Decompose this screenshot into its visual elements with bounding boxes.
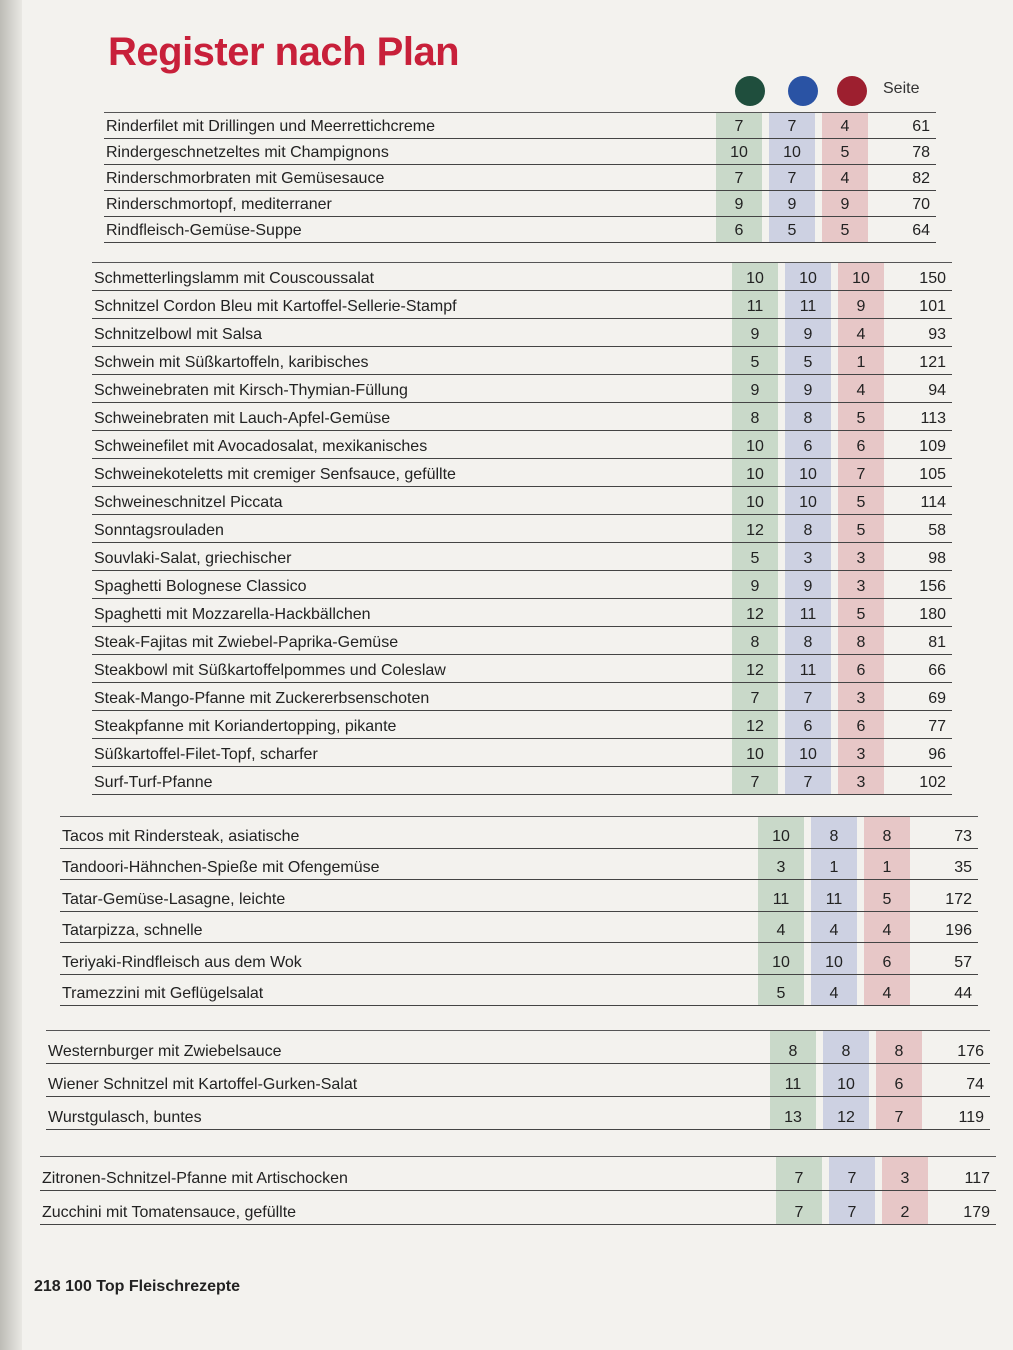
red-value: 4 bbox=[838, 319, 884, 346]
green-value: 10 bbox=[732, 739, 778, 766]
table-row bbox=[92, 375, 952, 403]
table-row bbox=[92, 263, 952, 291]
table-row bbox=[104, 217, 936, 243]
table-row bbox=[92, 683, 952, 711]
page-number: 61 bbox=[912, 118, 930, 135]
red-value: 1 bbox=[864, 849, 910, 880]
table-row bbox=[92, 403, 952, 431]
page-number: 74 bbox=[966, 1076, 984, 1093]
green-value: 10 bbox=[732, 459, 778, 486]
red-value: 6 bbox=[838, 655, 884, 682]
green-value: 9 bbox=[716, 191, 762, 216]
page-number: 109 bbox=[919, 438, 946, 455]
blue-value: 11 bbox=[785, 291, 831, 318]
recipe-name: Tatar-Gemüse-Lasagne, leichte bbox=[62, 890, 286, 908]
red-value: 10 bbox=[838, 263, 884, 290]
blue-value: 7 bbox=[829, 1191, 875, 1224]
table-row bbox=[92, 515, 952, 543]
recipe-name: Schweinebraten mit Kirsch-Thymian-Füllung bbox=[94, 382, 408, 399]
blue-value: 7 bbox=[829, 1157, 875, 1190]
table-row bbox=[46, 1064, 990, 1097]
red-value: 5 bbox=[822, 139, 868, 164]
table-row bbox=[104, 113, 936, 139]
table-row bbox=[60, 912, 978, 944]
recipe-name: Schweinekoteletts mit cremiger Senfsauce, gefüllte bbox=[94, 466, 456, 483]
blue-value: 8 bbox=[785, 515, 831, 542]
blue-value: 10 bbox=[811, 943, 857, 974]
green-value: 9 bbox=[732, 319, 778, 346]
green-value: 7 bbox=[776, 1191, 822, 1224]
blue-value: 10 bbox=[785, 739, 831, 766]
red-value: 8 bbox=[876, 1031, 922, 1063]
green-dot-icon bbox=[735, 76, 765, 106]
red-value: 8 bbox=[838, 627, 884, 654]
red-value: 6 bbox=[864, 943, 910, 974]
table-row bbox=[92, 599, 952, 627]
green-value: 12 bbox=[732, 711, 778, 738]
blue-value: 10 bbox=[785, 487, 831, 514]
red-value: 5 bbox=[838, 599, 884, 626]
page-number: 64 bbox=[912, 222, 930, 239]
page-number: 150 bbox=[919, 270, 946, 287]
red-value: 3 bbox=[838, 767, 884, 794]
recipe-name: Schnitzelbowl mit Salsa bbox=[94, 326, 263, 343]
recipe-name: Tandoori-Hähnchen-Spieße mit Ofengemüse bbox=[62, 859, 380, 876]
table-row bbox=[92, 319, 952, 347]
blue-value: 11 bbox=[811, 880, 857, 911]
blue-value: 8 bbox=[785, 403, 831, 430]
green-value: 7 bbox=[716, 165, 762, 190]
column-header bbox=[735, 74, 935, 104]
recipe-name: Rinderschmortopf, mediterraner bbox=[106, 196, 332, 213]
blue-value: 6 bbox=[785, 431, 831, 458]
recipe-name: Rinderfilet mit Drillingen und Meerrettichcreme bbox=[106, 118, 436, 135]
recipe-name: Wiener Schnitzel mit Kartoffel-Gurken-Salat bbox=[48, 1076, 358, 1093]
green-value: 13 bbox=[770, 1097, 816, 1129]
page-number: 93 bbox=[928, 326, 946, 343]
blue-value: 10 bbox=[823, 1064, 869, 1096]
page-number: 66 bbox=[928, 662, 946, 679]
page-title: Register nach Plan bbox=[108, 30, 460, 74]
page-number: 77 bbox=[928, 718, 946, 735]
recipe-name: Sonntagsrouladen bbox=[94, 522, 224, 539]
blue-value: 11 bbox=[785, 599, 831, 626]
table-row bbox=[92, 739, 952, 767]
page-number: 101 bbox=[919, 298, 946, 315]
red-value: 3 bbox=[838, 543, 884, 570]
table-row bbox=[92, 487, 952, 515]
recipe-name: Steak-Fajitas mit Zwiebel-Paprika-Gemüse bbox=[94, 634, 399, 651]
red-value: 5 bbox=[838, 487, 884, 514]
recipe-name: Schweinefilet mit Avocadosalat, mexikanisches bbox=[94, 438, 428, 455]
green-value: 10 bbox=[732, 263, 778, 290]
red-value: 4 bbox=[838, 375, 884, 402]
green-value: 8 bbox=[770, 1031, 816, 1063]
recipe-name: Rindergeschnetzeltes mit Champignons bbox=[106, 144, 389, 161]
seite-label: Seite bbox=[883, 80, 920, 97]
page-number: 180 bbox=[919, 606, 946, 623]
recipe-name: Teriyaki-Rindfleisch aus dem Wok bbox=[62, 953, 302, 971]
page-number: 70 bbox=[912, 196, 930, 213]
red-dot-icon bbox=[837, 76, 867, 106]
page-shadow bbox=[0, 0, 22, 1350]
table-row bbox=[92, 655, 952, 683]
recipe-name: Rindfleisch-Gemüse-Suppe bbox=[106, 222, 302, 239]
red-value: 1 bbox=[838, 347, 884, 374]
recipe-name: Souvlaki-Salat, griechischer bbox=[94, 550, 292, 567]
register-group bbox=[92, 262, 952, 795]
red-value: 6 bbox=[838, 431, 884, 458]
blue-value: 3 bbox=[785, 543, 831, 570]
recipe-name: Tacos mit Rindersteak, asiatische bbox=[62, 827, 300, 845]
recipe-name: Schweinebraten mit Lauch-Apfel-Gemüse bbox=[94, 410, 391, 427]
blue-value: 5 bbox=[769, 217, 815, 242]
table-row bbox=[92, 459, 952, 487]
table-row bbox=[46, 1031, 990, 1064]
green-value: 10 bbox=[758, 943, 804, 974]
red-value: 6 bbox=[838, 711, 884, 738]
recipe-name: Surf-Turf-Pfanne bbox=[94, 774, 213, 791]
green-value: 10 bbox=[758, 817, 804, 848]
red-value: 5 bbox=[838, 403, 884, 430]
table-row bbox=[92, 627, 952, 655]
green-value: 10 bbox=[732, 487, 778, 514]
red-value: 4 bbox=[822, 113, 868, 138]
page-number: 96 bbox=[928, 746, 946, 763]
recipe-name: Steakbowl mit Süßkartoffelpommes und Coleslaw bbox=[94, 662, 446, 679]
red-value: 2 bbox=[882, 1191, 928, 1224]
recipe-name: Zucchini mit Tomatensauce, gefüllte bbox=[42, 1204, 297, 1221]
page-number: 44 bbox=[954, 985, 972, 1002]
blue-value: 12 bbox=[823, 1097, 869, 1129]
recipe-name: Schweineschnitzel Piccata bbox=[94, 494, 283, 511]
blue-value: 8 bbox=[811, 817, 857, 848]
blue-value: 5 bbox=[785, 347, 831, 374]
page-number: 102 bbox=[919, 774, 946, 791]
blue-value: 7 bbox=[769, 113, 815, 138]
green-value: 9 bbox=[732, 375, 778, 402]
table-row bbox=[92, 571, 952, 599]
page-number: 82 bbox=[912, 170, 930, 187]
green-value: 4 bbox=[758, 912, 804, 943]
red-value: 6 bbox=[876, 1064, 922, 1096]
table-row bbox=[40, 1191, 996, 1225]
recipe-name: Steak-Mango-Pfanne mit Zuckererbsenschoten bbox=[94, 690, 430, 707]
blue-value: 8 bbox=[785, 627, 831, 654]
page-number: 35 bbox=[954, 859, 972, 876]
register-group bbox=[40, 1156, 996, 1225]
blue-value: 4 bbox=[811, 912, 857, 943]
green-value: 9 bbox=[732, 571, 778, 598]
red-value: 9 bbox=[838, 291, 884, 318]
table-row bbox=[60, 880, 978, 912]
page-number: 179 bbox=[963, 1204, 990, 1221]
blue-value: 11 bbox=[785, 655, 831, 682]
red-value: 7 bbox=[876, 1097, 922, 1129]
table-row bbox=[60, 817, 978, 849]
blue-value: 8 bbox=[823, 1031, 869, 1063]
red-value: 4 bbox=[864, 912, 910, 943]
page-number: 172 bbox=[945, 890, 972, 908]
page-number: 156 bbox=[919, 578, 946, 595]
green-value: 12 bbox=[732, 655, 778, 682]
table-row bbox=[40, 1157, 996, 1191]
table-row bbox=[60, 849, 978, 881]
page-number: 113 bbox=[920, 410, 946, 427]
red-value: 5 bbox=[838, 515, 884, 542]
green-value: 12 bbox=[732, 515, 778, 542]
table-row bbox=[92, 767, 952, 795]
table-row bbox=[92, 291, 952, 319]
red-value: 3 bbox=[838, 739, 884, 766]
blue-value: 9 bbox=[785, 375, 831, 402]
page-number: 57 bbox=[954, 953, 972, 971]
recipe-name: Spaghetti Bolognese Classico bbox=[94, 578, 307, 595]
green-value: 12 bbox=[732, 599, 778, 626]
table-row bbox=[104, 191, 936, 217]
blue-value: 7 bbox=[785, 767, 831, 794]
blue-value: 9 bbox=[785, 571, 831, 598]
recipe-name: Rinderschmorbraten mit Gemüsesauce bbox=[106, 170, 385, 187]
recipe-name: Tatarpizza, schnelle bbox=[62, 922, 203, 939]
recipe-name: Westernburger mit Zwiebelsauce bbox=[48, 1043, 282, 1060]
table-row bbox=[60, 943, 978, 975]
blue-value: 10 bbox=[785, 263, 831, 290]
green-value: 6 bbox=[716, 217, 762, 242]
red-value: 9 bbox=[822, 191, 868, 216]
page-number: 58 bbox=[928, 522, 946, 539]
green-value: 11 bbox=[732, 291, 778, 318]
green-value: 7 bbox=[732, 767, 778, 794]
page-number: 196 bbox=[945, 922, 972, 939]
blue-value: 1 bbox=[811, 849, 857, 880]
recipe-name: Wurstgulasch, buntes bbox=[48, 1109, 202, 1126]
table-row bbox=[104, 139, 936, 165]
page-number: 114 bbox=[920, 494, 946, 511]
recipe-name: Schnitzel Cordon Bleu mit Kartoffel-Sellerie-Stampf bbox=[94, 298, 457, 315]
page-number: 94 bbox=[928, 382, 946, 399]
red-value: 5 bbox=[822, 217, 868, 242]
green-value: 10 bbox=[732, 431, 778, 458]
red-value: 4 bbox=[864, 975, 910, 1006]
table-row bbox=[46, 1097, 990, 1130]
recipe-name: Tramezzini mit Geflügelsalat bbox=[62, 985, 264, 1002]
recipe-name: Süßkartoffel-Filet-Topf, scharfer bbox=[94, 746, 318, 763]
page-number: 176 bbox=[957, 1043, 984, 1060]
blue-value: 4 bbox=[811, 975, 857, 1006]
red-value: 8 bbox=[864, 817, 910, 848]
green-value: 5 bbox=[732, 347, 778, 374]
green-value: 7 bbox=[732, 683, 778, 710]
page-number: 98 bbox=[928, 550, 946, 567]
blue-value: 7 bbox=[785, 683, 831, 710]
register-group bbox=[104, 112, 936, 243]
blue-value: 7 bbox=[769, 165, 815, 190]
green-value: 7 bbox=[716, 113, 762, 138]
green-value: 3 bbox=[758, 849, 804, 880]
table-row bbox=[92, 543, 952, 571]
recipe-name: Spaghetti mit Mozzarella-Hackbällchen bbox=[94, 606, 371, 623]
red-value: 3 bbox=[882, 1157, 928, 1190]
page-number: 121 bbox=[919, 354, 946, 371]
green-value: 5 bbox=[758, 975, 804, 1006]
recipe-name: Zitronen-Schnitzel-Pfanne mit Artischocken bbox=[42, 1170, 348, 1187]
red-value: 4 bbox=[822, 165, 868, 190]
green-value: 11 bbox=[758, 880, 804, 911]
red-value: 3 bbox=[838, 571, 884, 598]
recipe-name: Schwein mit Süßkartoffeln, karibisches bbox=[94, 354, 369, 371]
green-value: 7 bbox=[776, 1157, 822, 1190]
blue-value: 10 bbox=[769, 139, 815, 164]
blue-dot-icon bbox=[788, 76, 818, 106]
recipe-name: Steakpfanne mit Koriandertopping, pikante bbox=[94, 718, 397, 735]
page-number: 78 bbox=[912, 144, 930, 161]
blue-value: 9 bbox=[785, 319, 831, 346]
red-value: 5 bbox=[864, 880, 910, 911]
page-footer: 218 100 Top Fleischrezepte bbox=[34, 1278, 241, 1295]
table-row bbox=[92, 711, 952, 739]
register-group bbox=[46, 1030, 990, 1130]
green-value: 5 bbox=[732, 543, 778, 570]
page-number: 105 bbox=[919, 466, 946, 483]
table-row bbox=[92, 347, 952, 375]
register-group bbox=[60, 816, 978, 1006]
blue-value: 9 bbox=[769, 191, 815, 216]
blue-value: 6 bbox=[785, 711, 831, 738]
green-value: 10 bbox=[716, 139, 762, 164]
blue-value: 10 bbox=[785, 459, 831, 486]
green-value: 8 bbox=[732, 403, 778, 430]
table-row bbox=[60, 975, 978, 1007]
page-number: 119 bbox=[958, 1109, 984, 1126]
red-value: 3 bbox=[838, 683, 884, 710]
recipe-name: Schmetterlingslamm mit Couscoussalat bbox=[94, 270, 375, 287]
green-value: 11 bbox=[770, 1064, 816, 1096]
page-number: 69 bbox=[928, 690, 946, 707]
table-row bbox=[104, 165, 936, 191]
page-number: 117 bbox=[964, 1170, 990, 1187]
page-number: 73 bbox=[954, 827, 972, 845]
page-number: 81 bbox=[928, 634, 946, 651]
red-value: 7 bbox=[838, 459, 884, 486]
green-value: 8 bbox=[732, 627, 778, 654]
table-row bbox=[92, 431, 952, 459]
